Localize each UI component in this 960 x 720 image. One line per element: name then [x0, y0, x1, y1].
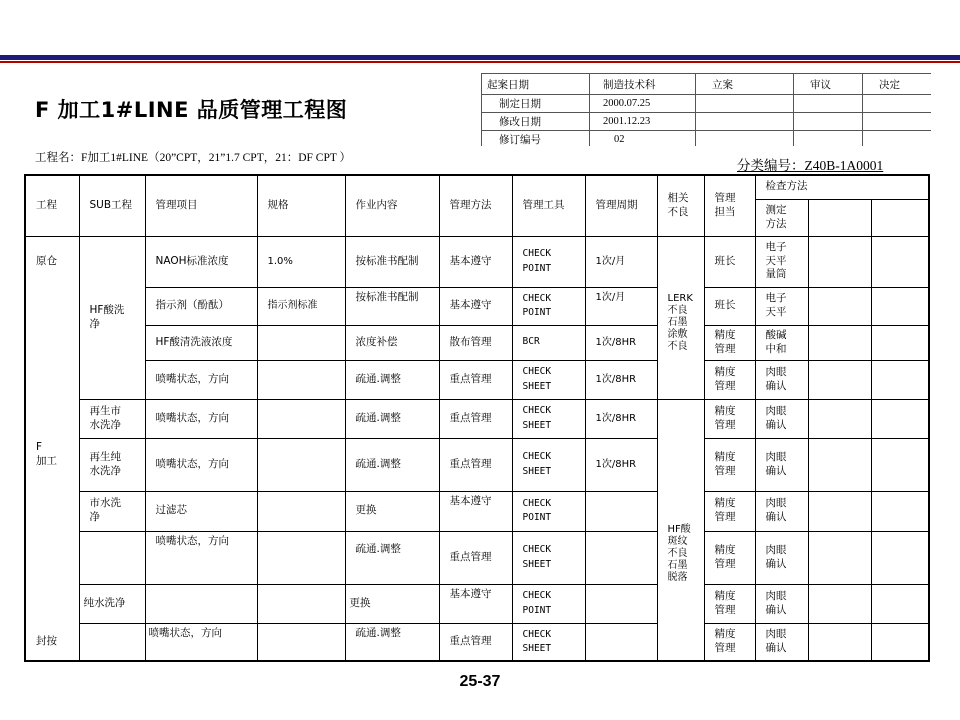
work-cell: 更换 — [345, 584, 439, 623]
measure-cell: 肉眼 确认 — [755, 531, 808, 584]
method-cell: 基本遵守 — [439, 236, 512, 287]
work-cell: 疏通.调整 — [345, 360, 439, 399]
work-cell: 疏通.调整 — [345, 399, 439, 438]
table-row — [25, 287, 929, 325]
owner-cell: 精度 管理 — [704, 325, 755, 360]
header-inspection: 检查方法 — [755, 175, 929, 199]
header-spec: 规格 — [257, 175, 345, 236]
measure-cell: 肉眼 确认 — [755, 584, 808, 623]
tool-cell: CHECK POINT — [512, 491, 585, 531]
approval-label: 制定日期 — [482, 95, 590, 113]
method-cell: 基本遵守 — [439, 287, 512, 325]
cycle-cell: 1次/8HR — [585, 399, 657, 438]
method-cell: 重点管理 — [439, 531, 512, 584]
method-cell: 基本遵守 — [439, 491, 512, 531]
page-title: F 加工1#LINE 品质管理工程图 — [35, 98, 348, 122]
approval-value: 2001.12.23 — [590, 113, 696, 131]
cycle-cell: 1次/月 — [585, 236, 657, 287]
cycle-cell — [585, 584, 657, 623]
owner-cell: 精度 管理 — [704, 531, 755, 584]
page-number: 25-37 — [459, 673, 501, 690]
work-cell: 疏通.调整 — [345, 531, 439, 584]
cycle-cell: 1次/8HR — [585, 438, 657, 491]
item-cell: 喷嘴状态，方向 — [145, 531, 257, 584]
work-cell: 疏通.调整 — [345, 623, 439, 661]
owner-cell: 精度 管理 — [704, 491, 755, 531]
cycle-cell — [585, 531, 657, 584]
defect-cell: LERK 不良 石墨 涂敷 不良 — [657, 236, 704, 399]
tool-cell: CHECK SHEET — [512, 623, 585, 661]
extra-check-cell — [808, 584, 871, 623]
tool-cell: CHECK SHEET — [512, 360, 585, 399]
approval-label: 修订编号 — [482, 131, 590, 147]
tool-cell: CHECK POINT — [512, 236, 585, 287]
table-row — [25, 360, 929, 399]
header-work: 作业内容 — [345, 175, 439, 236]
header-tool: 管理工具 — [512, 175, 585, 236]
measure-cell: 肉眼 确认 — [755, 623, 808, 661]
item-cell: 喷嘴状态，方向 — [145, 438, 257, 491]
extra-check-cell — [808, 531, 871, 584]
approval-sign-cell — [696, 131, 794, 147]
table-row — [25, 236, 929, 287]
approval-label: 起案日期 — [482, 74, 590, 95]
header-blank — [808, 199, 871, 236]
table-header-row — [25, 175, 929, 199]
work-cell: 更换 — [345, 491, 439, 531]
table-row — [25, 531, 929, 584]
tool-cell: CHECK SHEET — [512, 531, 585, 584]
approval-box — [481, 73, 931, 146]
approval-sign-cell — [863, 113, 932, 131]
sub-process-cell — [79, 531, 145, 584]
approval-sign-cell — [696, 113, 794, 131]
classification-number: 分类编号：Z40B-1A0001 — [737, 158, 884, 173]
spec-cell — [257, 438, 345, 491]
table-row — [25, 438, 929, 491]
process-name: 工程名：F加工1#LINE（20”CPT，21”1.7 CPT，21：DF CPT ） — [35, 152, 352, 164]
owner-cell: 精度 管理 — [704, 438, 755, 491]
sub-process-cell: 再生纯 水洗净 — [79, 438, 145, 491]
item-cell: HF酸清洗液浓度 — [145, 325, 257, 360]
extra-check-cell — [808, 360, 871, 399]
extra-check-cell — [871, 491, 929, 531]
header-method: 管理方法 — [439, 175, 512, 236]
spec-cell — [257, 399, 345, 438]
measure-cell: 肉眼 确认 — [755, 438, 808, 491]
cycle-cell: 1次/8HR — [585, 360, 657, 399]
header-process: 工程 — [25, 175, 79, 236]
item-cell: 指示剂（酚酞） — [145, 287, 257, 325]
process-cell: 原仓 — [25, 236, 79, 287]
work-cell: 疏通.调整 — [345, 438, 439, 491]
method-cell: 重点管理 — [439, 360, 512, 399]
measure-cell: 肉眼 确认 — [755, 360, 808, 399]
extra-check-cell — [871, 236, 929, 287]
approval-sign-cell — [794, 113, 863, 131]
approval-sign-cell — [863, 95, 932, 113]
extra-check-cell — [808, 399, 871, 438]
extra-check-cell — [871, 438, 929, 491]
approval-value: 2000.07.25 — [590, 95, 696, 113]
header-owner: 管理 担当 — [704, 175, 755, 236]
method-cell: 重点管理 — [439, 623, 512, 661]
sub-process-cell: 再生市 水洗净 — [79, 399, 145, 438]
table-row — [25, 325, 929, 360]
extra-check-cell — [808, 325, 871, 360]
top-accent-bar — [0, 55, 960, 60]
top-accent-rule — [0, 61, 960, 63]
process-cell: 封按 — [25, 623, 79, 661]
sub-process-cell: 市水洗 净 — [79, 491, 145, 531]
cycle-cell — [585, 623, 657, 661]
approval-sign-cell — [794, 131, 863, 147]
owner-cell: 精度 管理 — [704, 623, 755, 661]
table-row — [25, 584, 929, 623]
approval-table — [481, 73, 931, 146]
spec-cell: 1.0% — [257, 236, 345, 287]
method-cell: 重点管理 — [439, 438, 512, 491]
spec-cell — [257, 360, 345, 399]
item-cell: 喷嘴状态，方向 — [145, 623, 257, 661]
measure-cell: 肉眼 确认 — [755, 399, 808, 438]
approval-row — [482, 113, 932, 131]
item-cell: 喷嘴状态，方向 — [145, 360, 257, 399]
approval-draft-header: 立案 — [696, 74, 794, 95]
approval-review-header: 审议 — [794, 74, 863, 95]
tool-cell: BCR — [512, 325, 585, 360]
measure-cell: 肉眼 确认 — [755, 491, 808, 531]
approval-department: 制造技术科 — [590, 74, 696, 95]
defect-cell: HF酸 斑纹 不良 石墨 脱落 — [657, 399, 704, 661]
header-sub-process: SUB工程 — [79, 175, 145, 236]
header-item: 管理项目 — [145, 175, 257, 236]
approval-row — [482, 131, 932, 147]
cycle-cell: 1次/8HR — [585, 325, 657, 360]
header-blank — [871, 199, 929, 236]
extra-check-cell — [808, 287, 871, 325]
header-cycle: 管理周期 — [585, 175, 657, 236]
spec-cell — [257, 491, 345, 531]
tool-cell: CHECK POINT — [512, 584, 585, 623]
table-row — [25, 399, 929, 438]
extra-check-cell — [808, 438, 871, 491]
approval-sign-cell — [794, 95, 863, 113]
sub-process-cell: HF酸洗 净 — [79, 236, 145, 399]
item-cell — [145, 584, 257, 623]
method-cell: 散布管理 — [439, 325, 512, 360]
owner-cell: 班长 — [704, 287, 755, 325]
owner-cell: 班长 — [704, 236, 755, 287]
cycle-cell — [585, 491, 657, 531]
measure-cell: 电子 天平 — [755, 287, 808, 325]
approval-value: 02 — [590, 131, 696, 147]
owner-cell: 精度 管理 — [704, 399, 755, 438]
extra-check-cell — [871, 399, 929, 438]
tool-cell: CHECK SHEET — [512, 399, 585, 438]
measure-cell: 酸碱 中和 — [755, 325, 808, 360]
item-cell: 过滤芯 — [145, 491, 257, 531]
header-defect: 相关 不良 — [657, 175, 704, 236]
spec-cell — [257, 623, 345, 661]
owner-cell: 精度 管理 — [704, 360, 755, 399]
extra-check-cell — [808, 236, 871, 287]
table-row — [25, 623, 929, 661]
spec-cell: 指示剂标准 — [257, 287, 345, 325]
qc-process-table — [24, 174, 930, 662]
extra-check-cell — [808, 491, 871, 531]
process-cell: F 加工 — [25, 287, 79, 623]
owner-cell: 精度 管理 — [704, 584, 755, 623]
extra-check-cell — [871, 623, 929, 661]
tool-cell: CHECK POINT — [512, 287, 585, 325]
sub-process-cell: 纯水洗净 — [79, 584, 145, 623]
sub-process-cell — [79, 623, 145, 661]
work-cell: 按标准书配制 — [345, 236, 439, 287]
method-cell: 基本遵守 — [439, 584, 512, 623]
extra-check-cell — [871, 531, 929, 584]
table-row — [25, 491, 929, 531]
method-cell: 重点管理 — [439, 399, 512, 438]
extra-check-cell — [871, 325, 929, 360]
item-cell: 喷嘴状态，方向 — [145, 399, 257, 438]
header-measure: 测定 方法 — [755, 199, 808, 236]
approval-sign-cell — [863, 131, 932, 147]
spec-cell — [257, 325, 345, 360]
spec-cell — [257, 531, 345, 584]
extra-check-cell — [871, 287, 929, 325]
spec-cell — [257, 584, 345, 623]
approval-label: 修改日期 — [482, 113, 590, 131]
tool-cell: CHECK SHEET — [512, 438, 585, 491]
approval-row — [482, 95, 932, 113]
approval-sign-cell — [696, 95, 794, 113]
extra-check-cell — [871, 360, 929, 399]
item-cell: NAOH标准浓度 — [145, 236, 257, 287]
extra-check-cell — [808, 623, 871, 661]
extra-check-cell — [871, 584, 929, 623]
cycle-cell: 1次/月 — [585, 287, 657, 325]
approval-decision-header: 决定 — [863, 74, 932, 95]
work-cell: 浓度补偿 — [345, 325, 439, 360]
work-cell: 按标准书配制 — [345, 287, 439, 325]
measure-cell: 电子 天平 量筒 — [755, 236, 808, 287]
approval-row — [482, 74, 932, 95]
